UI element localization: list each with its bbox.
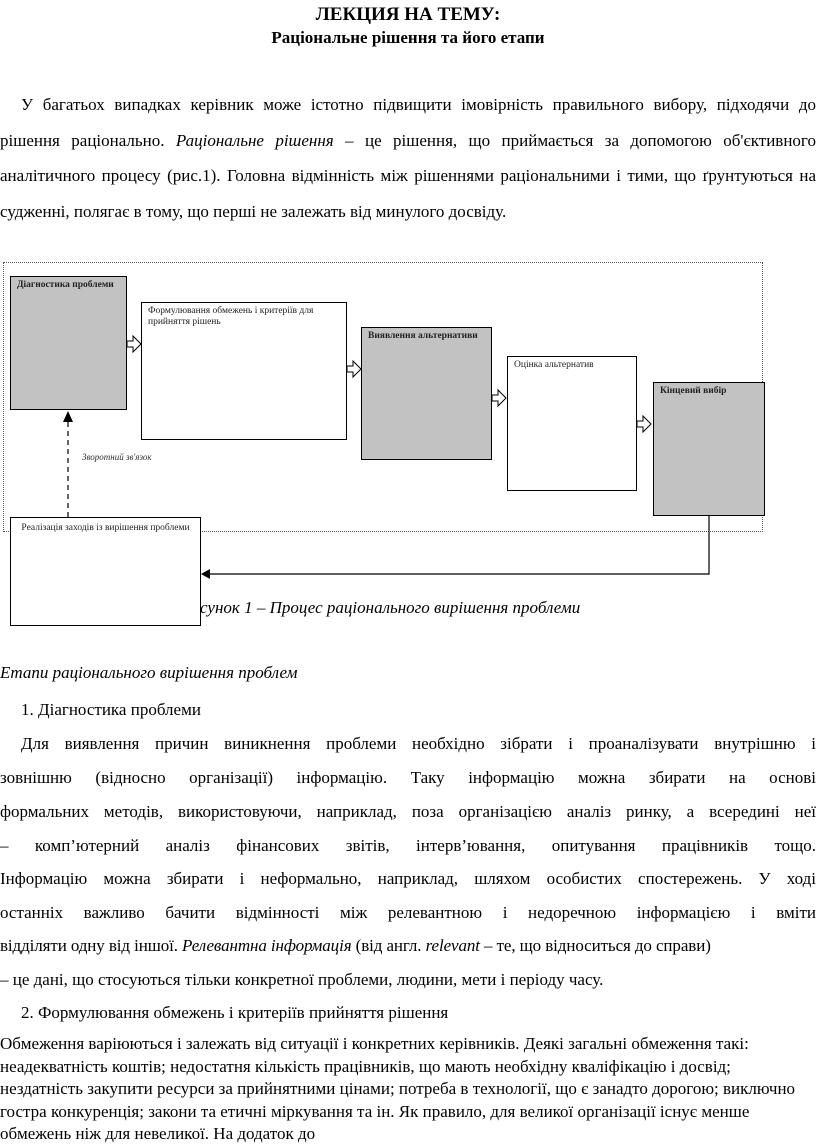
step1-line7-a: відділяти одну від іншої. xyxy=(0,936,183,955)
page-subtitle: Раціональне рішення та його етапи xyxy=(271,28,545,47)
box-alternatives: Виявлення альтернативи xyxy=(361,327,492,460)
step1-line-5: Інформацію можна збирати і неформально, наприклад, шляхом особистих спостережень. У ході xyxy=(0,869,816,888)
box-diagnostics: Діагностика проблеми xyxy=(10,276,127,410)
step1-line-6: останніх важливо бачити відмінності між релевантною і недоречною інформацією і вміти xyxy=(0,903,816,922)
step1-line7-b: (від англ. xyxy=(351,936,426,955)
step1-line-2: зовнішню (відносно організації) інформацію. Таку інформацію можна збирати на основі xyxy=(0,768,816,787)
feedback-label: Зворотний зв'язок xyxy=(82,452,152,462)
step1-line-7 xyxy=(0,936,816,956)
section-title: Етапи раціонального вирішення проблем xyxy=(0,663,298,682)
intro-text-2: – це рішення, що приймається за допомогою об'єктивного аналітичного процесу (рис.1). Головна відмінність між рішеннями раціональними і тими, що ґрунтуються на судженні, полягає в тому, що перші не залежать від минулого досвіду. xyxy=(0,130,816,221)
step1-line7-word: relevant xyxy=(425,936,480,955)
step1-line-1: Для виявлення причин виникнення проблеми необхідно зібрати і проаналізувати внутрішню і xyxy=(21,734,816,753)
figure-caption: сунок 1 – Процес раціонального вирішення проблеми xyxy=(200,598,581,617)
box-formulation: Формулювання обмежень і критеріїв для прийняття рішень xyxy=(141,302,347,440)
step1-line7-c: – те, що відноситься до справи) xyxy=(479,936,711,955)
step2-text: Обмеження варіюються і залежать від ситуації і конкретних керівників. Деякі загальні обмеження такі: неадекватність коштів; недостатня кількість працівників, що мають необхідну кваліфікацію і досвід; нездатність закупити ресурси за прийнятними цінами; потреба в технології, що є занадто дорогою; виключно гостра конкуренція; закони та етичні міркування та ін. Як правило, для великої організації існує менше обмежень ніж для невеликої. На додаток до xyxy=(0,1034,796,1144)
step1-line-8: – це дані, що стосуються тільки конкретної проблеми, людини, мети і періоду часу. xyxy=(0,970,604,989)
step1-line-3: формальних методів, використовуючи, наприклад, поза організацією аналіз ринку, а всередині неї xyxy=(0,802,816,821)
page-title: ЛЕКЦИЯ НА ТЕМУ: xyxy=(315,4,501,25)
intro-term: Раціональне рішення xyxy=(175,130,334,150)
intro-text-1: У багатьох випадках керівник може істотно підвищити імовірність правильного вибору, підходячи до рішення раціонально. xyxy=(0,95,816,150)
step1-heading: 1. Діагностика проблеми xyxy=(21,700,201,719)
box-implementation: Реалізація заходів із вирішення проблеми xyxy=(10,517,201,626)
step1-line-4: – комп’ютерний аналіз фінансових звітів, інтерв’ювання, опитування працівників тощо. xyxy=(0,836,816,855)
box-final: Кінцевий вибір xyxy=(653,382,765,516)
step1-line7-term: Релевантна інформація xyxy=(182,936,352,955)
box-evaluation: Оцінка альтернатив xyxy=(507,356,637,491)
step2-heading: 2. Формулювання обмежень і критеріїв прийняття рішення xyxy=(21,1003,449,1022)
